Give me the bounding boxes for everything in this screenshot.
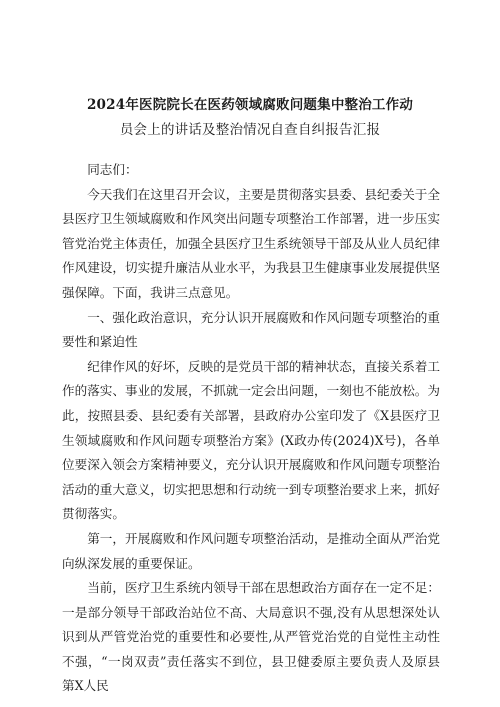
paragraph-current-issues: 当前，医疗卫生系统内领导干部在思想政治方面存在一定不足：一是部分领导干部政治站位不高、大局意识不强,没有从思想深处认识到从严管党治党的重要性和必要性,从严管党治党的自觉性主动性不强，“一岗双责”责任落实不到位，县卫健委原主要负责人及原县第X人民 — [62, 580, 440, 694]
document-title-line2: 员会上的讲话及整治情况自查自纠报告汇报 — [119, 122, 381, 138]
section-heading-1: 一、强化政治意识，充分认识开展腐败和作风问题专项整治的重要性和紧迫性 — [62, 309, 440, 350]
paragraph-intro: 今天我们在这里召开会议，主要是贯彻落实县委、县纪委关于全县医疗卫生领域腐败和作风突出问题专项整治工作部署，进一步压实管党治党主体责任，加强全县医疗卫生系统领导干部及从业人员纪律作风建设，切实提升廉洁从业水平，为我县卫生健康事业发展提供坚强保障。下面，我讲三点意见。 — [62, 186, 440, 300]
paragraph-discipline: 纪律作风的好坏，反映的是党员干部的精神状态，直接关系着工作的落实、事业的发展，不抓就一定会出问题，一刻也不能放松。为此，按照县委、县纪委有关部署，县政府办公室印发了《X县医疗卫生领域腐败和作风问题专项整治方案》(X政办传(2024)X号)，各单位要深入领会方案精神要义，充分认识开展腐败和作风问题专项整治活动的重大意义，切实把思想和行动统一到专项整治要求上来，抓好贯彻落实。 — [62, 358, 440, 522]
greeting: 同志们： — [87, 162, 138, 177]
document-title-line1: 2024年医院院长在医药领域腐败问题集中整治工作动 — [86, 97, 414, 113]
document-body — [62, 158, 440, 699]
paragraph-point-first: 第一，开展腐败和作风问题专项整治活动，是推动全面从严治党向纵深发展的重要保证。 — [62, 530, 440, 571]
